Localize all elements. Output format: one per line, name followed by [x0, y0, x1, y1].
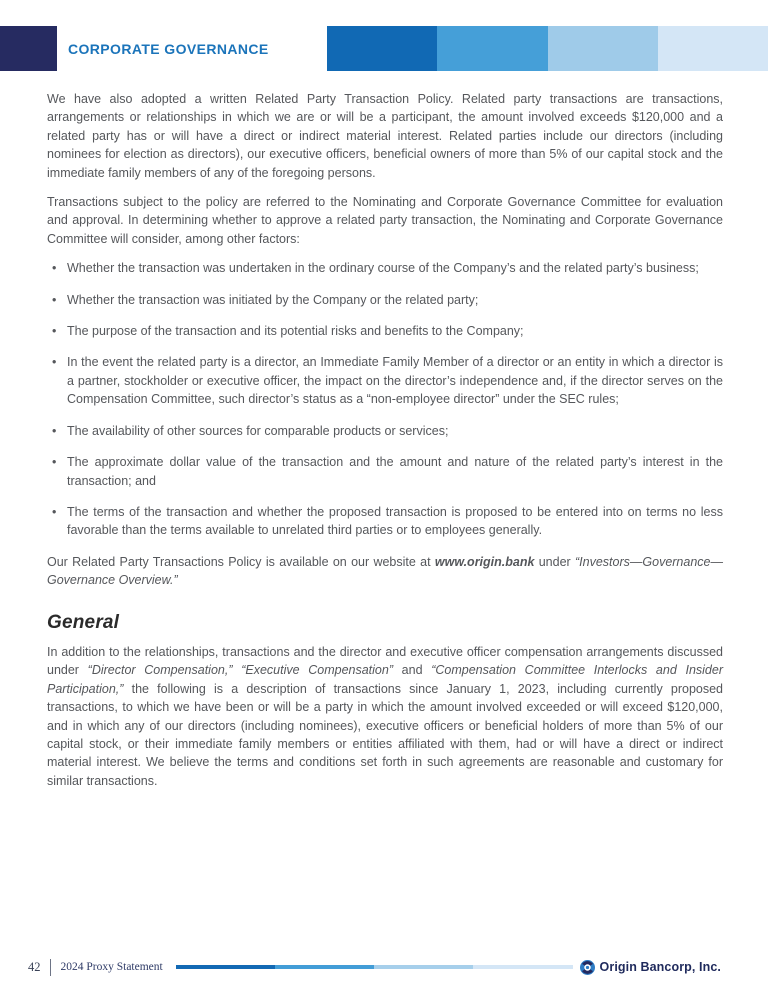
page-content — [47, 90, 723, 801]
general-text: and — [393, 663, 432, 678]
footer-divider — [50, 959, 51, 976]
bullet-marker: • — [52, 324, 57, 339]
bullet-item — [47, 353, 723, 408]
bullet-marker: • — [52, 292, 57, 307]
bullet-item — [47, 503, 723, 540]
website-url: www.origin.bank — [434, 554, 535, 569]
doc-title: 2024 Proxy Statement — [60, 961, 163, 973]
ref-executive-compensation: “Executive Compensation” — [241, 663, 393, 678]
footer-bar-segment-3 — [374, 965, 473, 970]
bullet-marker: • — [52, 355, 57, 370]
policy-website-text: Our Related Party Transactions Policy is available on our website at — [47, 554, 435, 569]
bullet-text: The approximate dollar value of the transaction and the amount and nature of the related party’s interest in the transaction; and — [67, 455, 723, 488]
paragraph-general — [47, 643, 723, 790]
bullet-text: Whether the transaction was initiated by the Company or the related party; — [67, 292, 479, 307]
footer-bar-segment-2 — [275, 965, 374, 970]
bullet-marker: • — [52, 423, 57, 438]
company-logo — [580, 960, 721, 975]
general-text: the following is a description of transactions since January 1, 2023, including currently proposed transactions, to which we have been or will be a party in which the amount involved exceeded or will exceed $120,000, and in which any of our directors (including nominees), executive officers or beneficial holders of more than 5% of our capital stock, or their immediate family members or entities affiliated with them, had or will have a direct or indirect material interest. We believe the terms and conditions set forth in such agreements are reasonable and customary for similar transactions. — [47, 681, 723, 788]
general-text: In addition to the relationships, transactions and the director and executive officer compensation arrangements discussed under — [47, 644, 723, 678]
paragraph-committee-referral: Transactions subject to the policy are referred to the Nominating and Corporate Governance Committee for evaluation and approval. In determining whether to approve a related party transaction, the Nominating and Corporate Governance Committee will consider, among other factors: — [47, 195, 723, 246]
bullet-text: The purpose of the transaction and its potential risks and benefits to the Company; — [67, 324, 524, 339]
header-navy-block — [0, 26, 57, 71]
origin-bank-logo-icon — [580, 960, 595, 975]
paragraph-policy-website — [47, 553, 723, 590]
bullet-item — [47, 453, 723, 490]
gradient-segment-2 — [437, 26, 547, 71]
bullet-text: The terms of the transaction and whether the proposed transaction is proposed to be entered into on terms no less favorable than the terms available to unrelated third parties or to employees generally. — [67, 504, 723, 538]
ref-compensation-committee-interlocks: “Compensation Committee Interlocks and Insider Participation,” — [47, 663, 723, 696]
gradient-segment-4 — [658, 26, 768, 71]
general-heading: General — [47, 611, 120, 633]
bullet-item — [47, 291, 723, 309]
paragraph-related-party-policy: We have also adopted a written Related Party Transaction Policy. Related party transactions are transactions, arrangements or relationships in which we are or will be a participant, the amount involved exceeds $120,000 and a related party has or will have a direct or indirect material interest. Related parties include our directors (including nominees for election as directors), our executive officers, beneficial owners of more than 5% of our capital stock and the immediate family members of any of the foregoing persons. — [47, 92, 723, 180]
page-footer — [28, 956, 721, 978]
bullet-item — [47, 322, 723, 340]
general-text — [233, 663, 242, 677]
section-title: CORPORATE GOVERNANCE — [68, 40, 269, 57]
bullet-item — [47, 422, 723, 440]
bullet-text: Whether the transaction was undertaken in the ordinary course of the Company’s and the related party’s business; — [67, 261, 699, 276]
policy-website-text: under — [534, 554, 576, 569]
ref-director-compensation: “Director Compensation,” — [87, 663, 233, 678]
bullet-marker: • — [52, 455, 57, 470]
company-name: Origin Bancorp, Inc. — [599, 960, 721, 974]
footer-bar-segment-1 — [176, 965, 275, 970]
website-nav-path: “Investors—Governance—Governance Overview.” — [47, 554, 723, 588]
gradient-segment-3 — [548, 26, 658, 71]
bullet-marker: • — [52, 261, 57, 276]
gradient-segment-1 — [327, 26, 437, 71]
bullet-text: The availability of other sources for comparable products or services; — [67, 423, 449, 438]
bullet-item — [47, 259, 723, 277]
bullet-text: In the event the related party is a director, an Immediate Family Member of a director or an entity in which a director is a partner, stockholder or executive officer, the impact on the director’s independence and, if the director serves on the Compensation Committee, such director’s status as a “non-employee director” under the SEC rules; — [67, 355, 723, 407]
footer-bar-segment-4 — [473, 965, 572, 970]
footer-gradient-bar — [176, 965, 573, 970]
page-number: 42 — [28, 959, 41, 974]
bullet-marker: • — [52, 504, 57, 519]
header-gradient-bar — [327, 26, 768, 71]
